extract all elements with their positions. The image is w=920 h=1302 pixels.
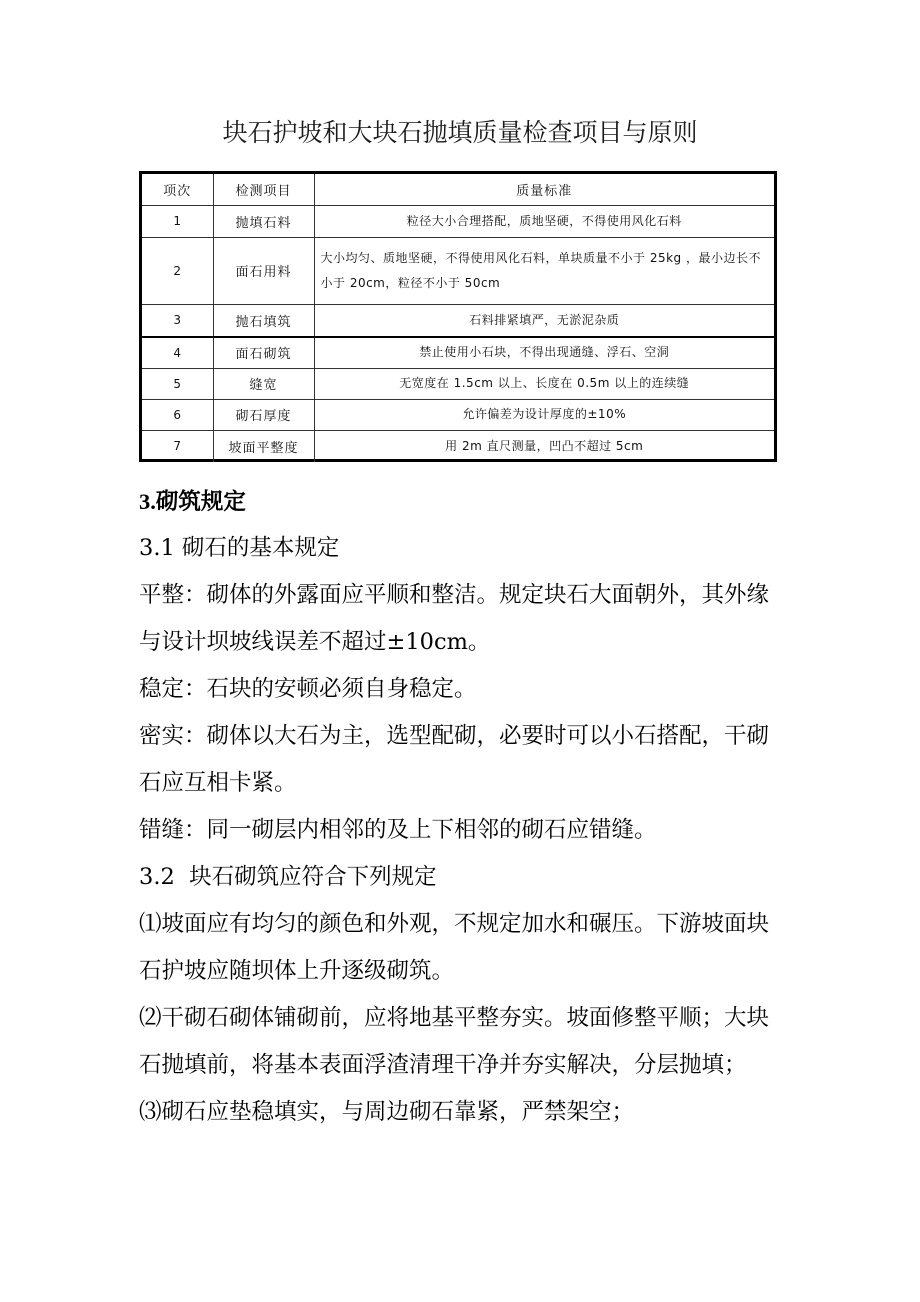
row-item: 面石用料 (213, 237, 314, 304)
table-row (142, 237, 774, 304)
paragraph-item-2: ⑵干砌石砌体铺砌前，应将地基平整夯实。坡面修整平顺；大块石抛填前，将基本表面浮渣清理干净并夯实解决，分层抛填； (139, 1005, 770, 1078)
paragraph-item-1: ⑴坡面应有均匀的颜色和外观，不规定加水和碾压。下游坡面块石护坡应随坝体上升逐级砌筑。 (139, 911, 770, 984)
paragraph-stability: 稳定：石块的安顿必须自身稳定。 (139, 676, 477, 702)
table-row (142, 205, 774, 237)
quality-table (139, 171, 777, 462)
row-no: 3 (142, 304, 213, 337)
row-item: 面石砌筑 (213, 337, 314, 368)
row-item: 坡面平整度 (213, 430, 314, 462)
row-item: 砌石厚度 (213, 399, 314, 430)
header-item: 检测项目 (213, 174, 314, 205)
paragraph-item-3: ⑶砌石应垫稳填实，与周边砌石靠紧，严禁架空； (139, 1099, 635, 1125)
row-standard: 用 2m 直尺测量，凹凸不超过 5cm (314, 430, 774, 462)
table-row (142, 368, 774, 399)
row-no: 2 (142, 237, 213, 304)
row-item: 缝宽 (213, 368, 314, 399)
paragraph-compactness: 密实：砌体以大石为主，选型配砌，必要时可以小石搭配，干砌石应互相卡紧。 (139, 723, 770, 796)
paragraph-flatness: 平整：砌体的外露面应平顺和整洁。规定块石大面朝外，其外缘与设计坝坡线误差不超过±10cm。 (139, 582, 770, 655)
row-no: 7 (142, 430, 213, 462)
row-standard: 禁止使用小石块，不得出现通缝、浮石、空洞 (314, 337, 774, 368)
row-standard: 大小均匀、质地坚硬，不得使用风化石料，单块质量不小于 25kg ，最小边长不小于 20cm，粒径不小于 50cm (314, 237, 774, 304)
header-no: 项次 (142, 174, 213, 205)
table-row (142, 304, 774, 337)
page-title: 块石护坡和大块石抛填质量检查项目与原则 (222, 118, 698, 147)
table-header-row (142, 174, 774, 205)
row-item: 抛石填筑 (213, 304, 314, 337)
body-text (139, 478, 789, 1136)
paragraph-staggered-joints: 错缝：同一砌层内相邻的及上下相邻的砌石应错缝。 (139, 817, 657, 843)
row-no: 6 (142, 399, 213, 430)
header-standard: 质量标准 (314, 174, 774, 205)
row-no: 5 (142, 368, 213, 399)
row-standard: 石料排紧填严，无淤泥杂质 (314, 304, 774, 337)
table-row (142, 337, 774, 368)
row-standard: 粒径大小合理搭配，质地坚硬，不得使用风化石料 (314, 205, 774, 237)
section-heading: 3.砌筑规定 (139, 489, 246, 514)
row-item: 抛填石料 (213, 205, 314, 237)
table-row (142, 430, 774, 462)
row-standard: 允许偏差为设计厚度的±10% (314, 399, 774, 430)
subsection-heading-3-2: 3.2 块石砌筑应符合下列规定 (139, 864, 437, 890)
subsection-heading-3-1: 3.1 砌石的基本规定 (139, 535, 340, 561)
row-no: 4 (142, 337, 213, 368)
table-row (142, 399, 774, 430)
row-standard: 无宽度在 1.5cm 以上、长度在 0.5m 以上的连续缝 (314, 368, 774, 399)
row-no: 1 (142, 205, 213, 237)
